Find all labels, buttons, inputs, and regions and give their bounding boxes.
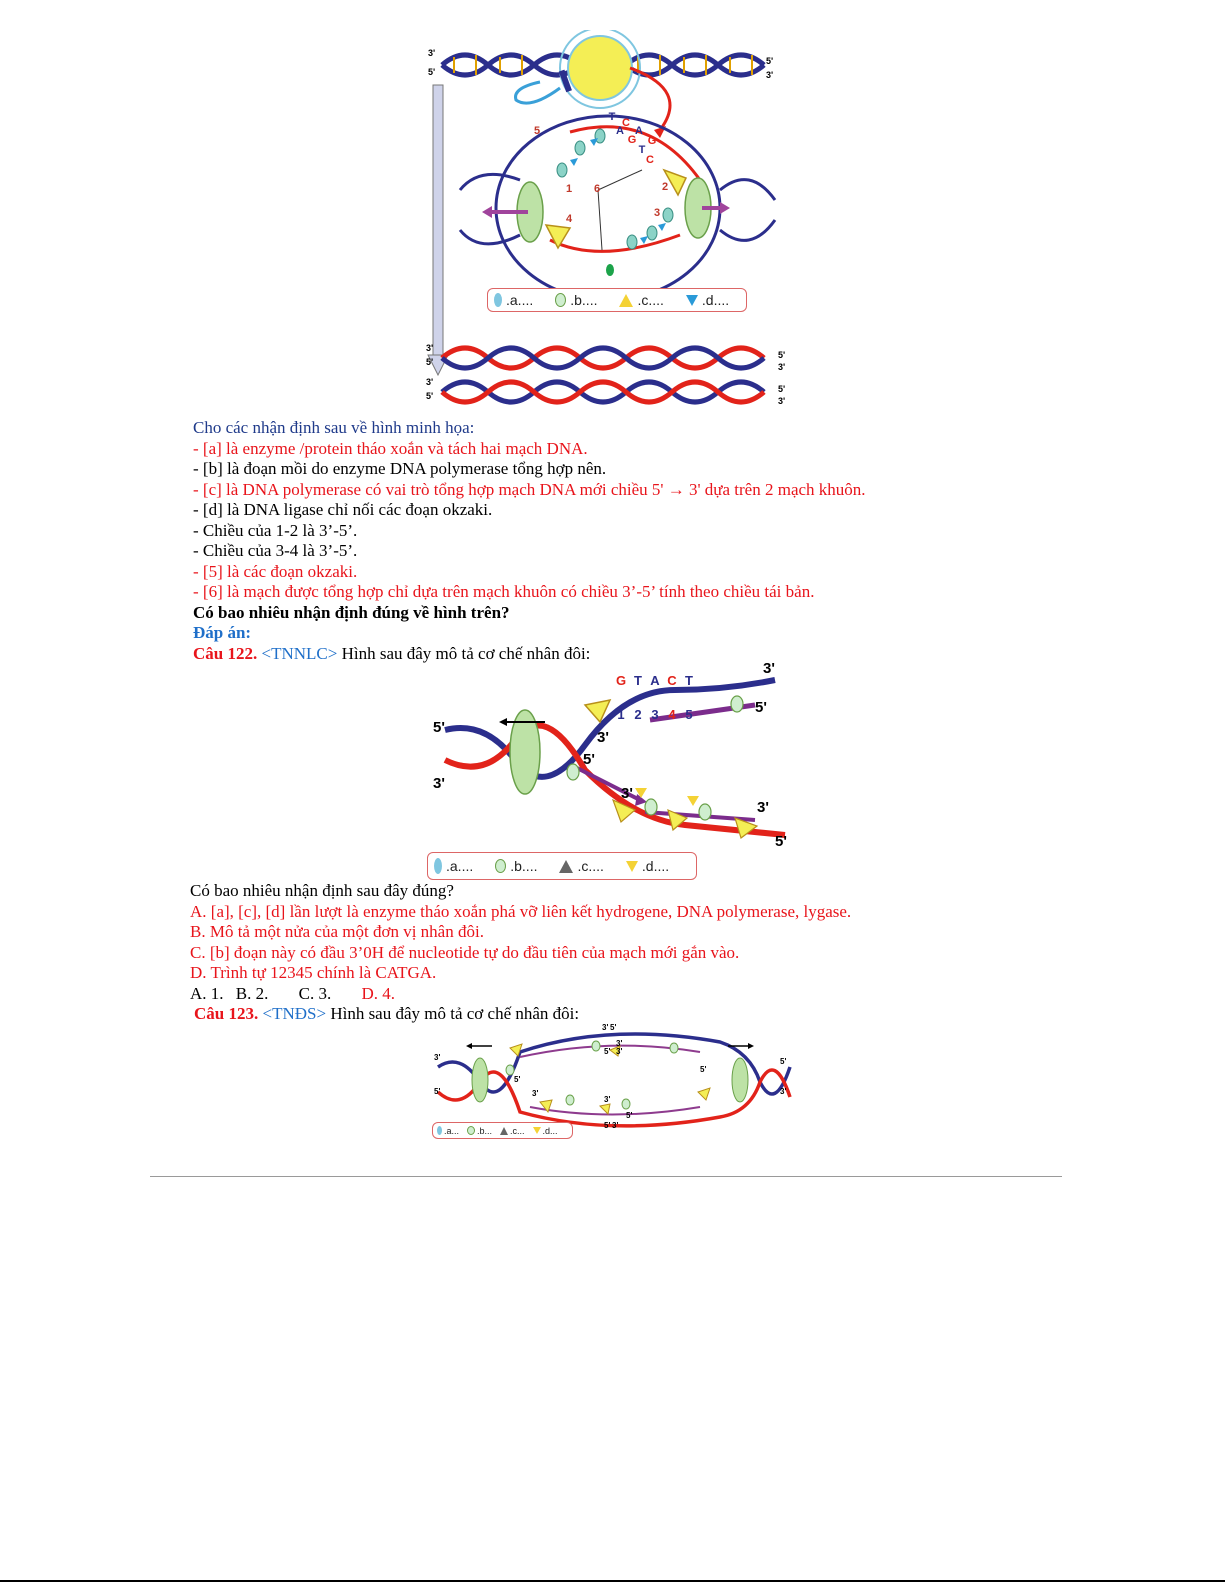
svg-text:T: T: [685, 673, 693, 688]
svg-text:C: C: [667, 673, 677, 688]
legend-d: .d....: [701, 292, 730, 308]
q122-tag: <TNNLC>: [261, 643, 338, 663]
svg-text:3': 3': [757, 799, 769, 816]
q122-answer-b: B. 2.: [235, 983, 269, 1003]
figure2-legend: [427, 852, 697, 880]
q121-statement-7: - [5] là các đoạn okzaki.: [193, 561, 358, 581]
legend-a: .a....: [506, 292, 534, 308]
page-bottom-edge: [0, 1580, 1225, 1582]
svg-text:T: T: [634, 673, 642, 688]
svg-text:3': 3': [426, 343, 434, 353]
legend-d: .d....: [641, 858, 670, 874]
svg-text:5': 5': [610, 1023, 617, 1032]
svg-text:C: C: [622, 117, 630, 129]
figure1-legend: [487, 288, 747, 312]
svg-text:C: C: [646, 154, 654, 166]
svg-text:5': 5': [604, 1121, 611, 1130]
svg-text:3': 3': [597, 729, 609, 746]
q122-option-d: D. Trình tự 12345 chính là CATGA.: [190, 963, 437, 982]
svg-text:3': 3': [612, 1121, 619, 1130]
q122-option-a: A. [a], [c], [d] lần lượt là enzyme tháo xoắn phá vỡ liên kết hydrogene, DNA polymerase, lygase.: [190, 901, 852, 921]
q123-number: Câu 123.: [194, 1004, 259, 1023]
helicase-icon: [434, 858, 442, 874]
q121-statement-8: - [6] là mạch được tổng hợp chỉ dựa trên mạch khuôn có chiều 3’-5’ tính theo chiều tái bản.: [193, 582, 815, 601]
svg-text:G: G: [615, 673, 627, 688]
svg-text:5': 5': [775, 833, 787, 850]
svg-text:A: A: [650, 673, 660, 688]
fork-bases: [616, 673, 693, 688]
q121-answer-label: Đáp án:: [193, 623, 252, 642]
figure3-legend: [432, 1122, 573, 1139]
q122-option-c: C. [b] đoạn này có đầu 3’0H để nucleotide tự do đầu tiên của mạch mới gắn vào.: [190, 942, 740, 962]
svg-text:3': 3': [778, 362, 786, 372]
svg-text:3': 3': [763, 660, 775, 677]
primer-icon: [555, 293, 566, 307]
svg-text:5': 5': [778, 350, 786, 360]
svg-text:3': 3': [433, 775, 445, 792]
daughter-helix-1: [442, 348, 764, 368]
svg-text:5': 5': [604, 1047, 611, 1056]
q122-answers: [190, 984, 851, 1005]
svg-text:5': 5': [700, 1065, 707, 1074]
legend-b: .b....: [570, 292, 598, 308]
svg-text:3': 3': [766, 70, 774, 80]
svg-text:2: 2: [662, 181, 669, 193]
q123-title: Hình sau đây mô tả cơ chế nhân đôi:: [326, 1004, 580, 1023]
legend-a: .a....: [446, 858, 474, 874]
svg-text:5': 5': [426, 357, 434, 367]
svg-text:5: 5: [685, 707, 693, 722]
legend-c: .c....: [637, 292, 664, 308]
question-122-options: [190, 881, 851, 1025]
q122-answer-d: D. 4.: [361, 983, 395, 1003]
figure-replication-bubble-small: [430, 1022, 795, 1134]
legend-d: .d...: [542, 1125, 558, 1136]
polymerase-icon: [559, 860, 573, 873]
legend-b: .b....: [510, 858, 538, 874]
q122-option-b: B. Mô tả một nửa của một đơn vị nhân đôi.: [190, 922, 484, 941]
replication-bubble: [460, 111, 775, 300]
q122-title: Hình sau đây mô tả cơ chế nhân đôi:: [337, 643, 591, 663]
svg-text:3': 3': [532, 1089, 539, 1098]
svg-text:4: 4: [668, 707, 676, 722]
svg-text:5: 5: [534, 125, 541, 137]
svg-text:4: 4: [566, 213, 573, 225]
legend-b: .b...: [477, 1125, 493, 1136]
svg-text:5': 5': [514, 1075, 521, 1084]
primer-icon: [467, 1126, 475, 1135]
svg-text:T: T: [608, 111, 616, 123]
daughter-helix-2: [442, 382, 764, 402]
helicase-icon: [437, 1126, 442, 1135]
svg-text:A: A: [635, 125, 643, 137]
helicase-icon: [494, 293, 502, 307]
svg-text:3': 3': [428, 48, 436, 58]
legend-a: .a...: [444, 1125, 460, 1136]
ligase-icon: [533, 1127, 541, 1134]
svg-text:5': 5': [426, 391, 434, 401]
svg-text:5': 5': [626, 1111, 633, 1120]
figure-replication-bubble: [420, 30, 800, 410]
q121-statement-3: - [c] là DNA polymerase có vai trò tổng hợp mạch DNA mới chiều 5' → 3' dựa trên 2 mạch khuôn.: [193, 479, 866, 499]
svg-text:3': 3': [434, 1053, 441, 1062]
q121-statement-5: - Chiều của 1-2 là 3’-5’.: [193, 520, 358, 540]
svg-text:3': 3': [616, 1047, 623, 1056]
legend-c: .c...: [510, 1125, 525, 1136]
svg-text:G: G: [627, 134, 637, 146]
q123-tag: <TNĐS>: [262, 1004, 327, 1023]
svg-text:5': 5': [433, 719, 445, 736]
svg-text:5': 5': [755, 699, 767, 716]
q122-prompt: Có bao nhiêu nhận định sau đây đúng?: [190, 881, 454, 900]
svg-text:3: 3: [654, 207, 661, 219]
q121-statement-4: - [d] là DNA ligase chỉ nối các đoạn okzaki.: [193, 500, 493, 519]
ligase-icon: [626, 861, 638, 872]
question-121-block: [193, 418, 866, 664]
legend-c: .c....: [577, 858, 604, 874]
q122-answer-c: C. 3.: [298, 983, 332, 1003]
svg-text:5': 5': [778, 384, 786, 394]
q121-statement-6: - Chiều của 3-4 là 3’-5’.: [193, 541, 358, 560]
svg-text:5': 5': [583, 751, 595, 768]
q121-statement-2: - [b] là đoạn mồi do enzyme DNA polymerase tổng hợp nên.: [193, 459, 607, 478]
q121-question: Có bao nhiêu nhận định đúng về hình trên?: [193, 602, 510, 622]
svg-text:5': 5': [434, 1087, 441, 1096]
ligase-icon: [686, 295, 698, 306]
svg-text:1: 1: [566, 183, 573, 195]
svg-text:3': 3': [604, 1095, 611, 1104]
svg-text:3': 3': [426, 377, 434, 387]
primer-icon: [495, 859, 506, 873]
svg-text:5': 5': [780, 1057, 787, 1066]
svg-text:T: T: [638, 144, 646, 156]
svg-text:3': 3': [780, 1087, 787, 1096]
q121-statement-1: - [a] là enzyme /protein tháo xoắn và tách hai mạch DNA.: [193, 438, 588, 458]
footer-divider: [150, 1176, 1062, 1177]
svg-text:3': 3': [616, 1039, 623, 1048]
q122-number: Câu 122.: [193, 643, 258, 663]
polymerase-icon: [500, 1127, 508, 1135]
svg-text:1: 1: [617, 707, 625, 722]
figure-replication-fork: [425, 660, 800, 850]
svg-text:G: G: [647, 135, 657, 147]
q121-intro: Cho các nhận định sau về hình minh họa:: [193, 418, 475, 437]
svg-text:5': 5': [428, 67, 436, 77]
svg-text:3': 3': [778, 396, 786, 406]
q122-answer-a: A. 1.: [190, 983, 224, 1003]
svg-text:6: 6: [594, 183, 601, 195]
polymerase-icon: [619, 294, 633, 307]
svg-text:2: 2: [634, 707, 642, 722]
svg-text:5': 5': [766, 56, 774, 66]
svg-text:3': 3': [602, 1023, 609, 1032]
svg-text:A: A: [616, 125, 624, 137]
svg-text:3': 3': [621, 785, 633, 802]
svg-text:3: 3: [651, 707, 659, 722]
